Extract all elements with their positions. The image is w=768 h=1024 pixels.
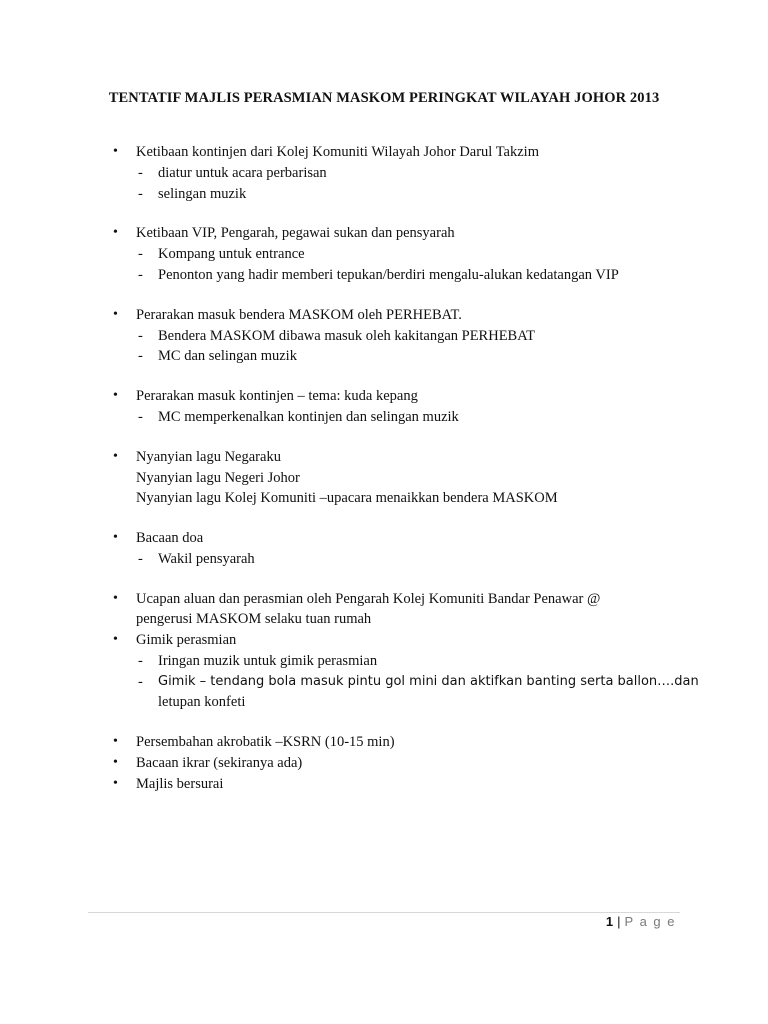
bullet: [113, 386, 118, 406]
dash: -: [138, 653, 143, 669]
agenda-item: Ketibaan VIP, Pengarah, pegawai sukan dan pensyarah: [136, 225, 455, 241]
agenda-item: Bacaan ikrar (sekiranya ada): [136, 755, 303, 771]
agenda-subitem-continuation: letupan konfeti: [158, 694, 246, 710]
agenda-item: Persembahan akrobatik –KSRN (10-15 min): [136, 734, 395, 750]
agenda-subitem: MC dan selingan muzik: [158, 348, 297, 364]
bullet: [113, 589, 118, 609]
bullet: [113, 753, 118, 773]
bullet: [113, 223, 118, 243]
agenda-item: Majlis bersurai: [136, 776, 224, 792]
agenda-subitem: Bendera MASKOM dibawa masuk oleh kakitangan PERHEBAT: [158, 328, 535, 344]
page-label: P a g e: [624, 914, 676, 929]
bullet: [113, 447, 118, 467]
dash: -: [138, 674, 143, 690]
agenda-item-continuation: Nyanyian lagu Kolej Komuniti –upacara menaikkan bendera MASKOM: [136, 490, 558, 506]
agenda-subitem: Gimik – tendang bola masuk pintu gol mini dan aktifkan banting serta ballon….dan: [158, 674, 699, 689]
agenda-item: Bacaan doa: [136, 530, 204, 546]
agenda-item: Gimik perasmian: [136, 632, 237, 648]
bullet: [113, 305, 118, 325]
page-footer: [606, 914, 676, 929]
dash: -: [138, 328, 143, 344]
footer-separator: |: [617, 914, 621, 929]
agenda-item: Perarakan masuk kontinjen – tema: kuda kepang: [136, 388, 418, 404]
agenda-subitem: MC memperkenalkan kontinjen dan selingan muzik: [158, 409, 459, 425]
bullet: [113, 528, 118, 548]
dash: -: [138, 246, 143, 262]
agenda-item: Ketibaan kontinjen dari Kolej Komuniti Wilayah Johor Darul Takzim: [136, 144, 539, 160]
bullet: [113, 732, 118, 752]
dash: -: [138, 348, 143, 364]
bullet: [113, 142, 118, 162]
agenda-item: Nyanyian lagu Negaraku: [136, 449, 281, 465]
agenda-item: Ucapan aluan dan perasmian oleh Pengarah Kolej Komuniti Bandar Penawar @: [136, 591, 601, 607]
agenda-subitem: Wakil pensyarah: [158, 551, 255, 567]
dash: -: [138, 165, 143, 181]
agenda-item: Perarakan masuk bendera MASKOM oleh PERHEBAT.: [136, 307, 462, 323]
agenda-item-continuation: Nyanyian lagu Negeri Johor: [136, 470, 300, 486]
dash: -: [138, 409, 143, 425]
footer-divider: [88, 912, 680, 913]
dash: -: [138, 551, 143, 567]
agenda-item-continuation: pengerusi MASKOM selaku tuan rumah: [136, 611, 372, 627]
agenda-subitem: selingan muzik: [158, 186, 247, 202]
agenda-subitem: Kompang untuk entrance: [158, 246, 305, 262]
agenda-subitem: Iringan muzik untuk gimik perasmian: [158, 653, 378, 669]
bullet: [113, 630, 118, 650]
agenda-subitem: diatur untuk acara perbarisan: [158, 165, 327, 181]
document-title: TENTATIF MAJLIS PERASMIAN MASKOM PERINGKAT WILAYAH JOHOR 2013: [108, 90, 660, 106]
dash: -: [138, 186, 143, 202]
bullet: [113, 774, 118, 794]
dash: -: [138, 267, 143, 283]
page-number: 1: [605, 914, 614, 929]
agenda-subitem: Penonton yang hadir memberi tepukan/berdiri mengalu-alukan kedatangan VIP: [158, 267, 619, 283]
